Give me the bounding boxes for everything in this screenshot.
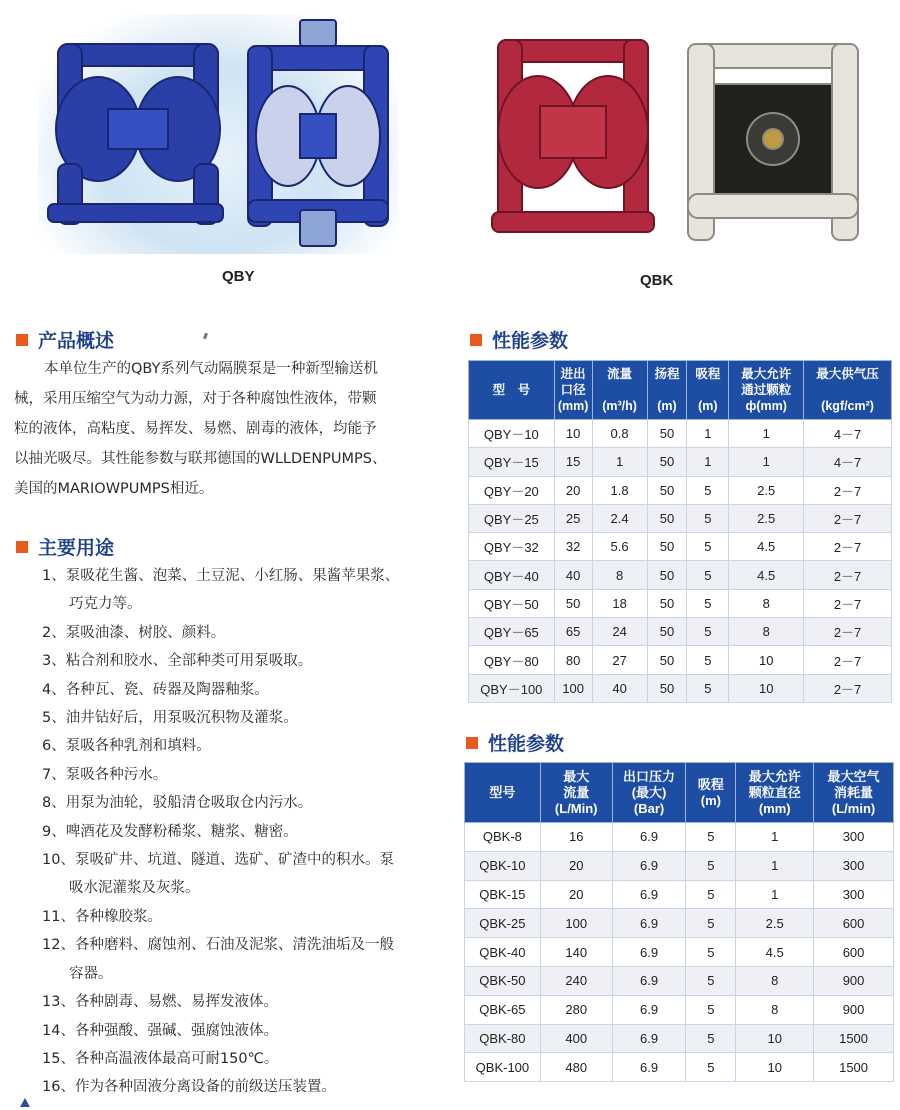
qbk-specs-heading-text: 性能参数: [488, 733, 565, 755]
value-cell: 50: [647, 674, 687, 702]
value-cell: 5: [686, 851, 736, 880]
value-cell: 5: [687, 533, 729, 561]
table-row: [465, 1053, 894, 1082]
value-cell: 600: [814, 938, 894, 967]
value-cell: 2－7: [804, 476, 892, 504]
table-row: [469, 561, 892, 589]
value-cell: 1: [687, 448, 729, 476]
value-cell: 100: [554, 674, 592, 702]
value-cell: 65: [554, 618, 592, 646]
qby-specs-heading-text: 性能参数: [492, 330, 569, 352]
overview-line: 械，采用压缩空气为动力源，对于各种腐蚀性液体，带颗: [14, 391, 377, 407]
model-cell: QBK-65: [465, 995, 541, 1024]
value-cell: 50: [647, 448, 687, 476]
model-cell: QBK-80: [465, 1024, 541, 1053]
value-cell: 6.9: [612, 851, 686, 880]
value-cell: 300: [814, 851, 894, 880]
value-cell: 40: [554, 561, 592, 589]
value-cell: 50: [647, 533, 687, 561]
value-cell: 6.9: [612, 880, 686, 909]
table-row: [465, 909, 894, 938]
value-cell: 6.9: [612, 1053, 686, 1082]
value-cell: 1: [592, 448, 647, 476]
value-cell: 300: [814, 880, 894, 909]
value-cell: 4－7: [804, 448, 892, 476]
qbk-pump-illustration: [478, 14, 878, 254]
list-item: 4、各种瓦、瓷、砖器及陶器釉浆。: [42, 681, 269, 698]
value-cell: 16: [540, 823, 612, 852]
model-cell: QBK-50: [465, 966, 541, 995]
value-cell: 27: [592, 646, 647, 674]
value-cell: 1: [736, 851, 814, 880]
value-cell: 5: [687, 504, 729, 532]
value-cell: 2－7: [804, 646, 892, 674]
value-cell: 32: [554, 533, 592, 561]
value-cell: 20: [540, 880, 612, 909]
list-item: 16、作为各种固液分离设备的前级送压装置。: [42, 1079, 336, 1096]
table-row: [465, 880, 894, 909]
value-cell: 6.9: [612, 966, 686, 995]
col-header: 最大允许 通过颗粒 ф(mm): [729, 361, 804, 420]
value-cell: 6.9: [612, 995, 686, 1024]
model-cell: QBK-15: [465, 880, 541, 909]
value-cell: 8: [736, 966, 814, 995]
table-row: [469, 646, 892, 674]
value-cell: 2－7: [804, 561, 892, 589]
value-cell: 5: [686, 995, 736, 1024]
value-cell: 2－7: [804, 618, 892, 646]
value-cell: 2－7: [804, 674, 892, 702]
value-cell: 5: [686, 1024, 736, 1053]
col-header: 吸程 (m): [687, 361, 729, 420]
model-cell: QBY－10: [469, 420, 555, 448]
list-item: 吸水泥灌浆及灰浆。: [69, 880, 200, 897]
value-cell: 5: [687, 674, 729, 702]
value-cell: 1: [736, 823, 814, 852]
table-row: [469, 589, 892, 617]
value-cell: 8: [736, 995, 814, 1024]
value-cell: 900: [814, 995, 894, 1024]
qby-pump-photo: [38, 14, 398, 254]
model-cell: QBY－25: [469, 504, 555, 532]
table-row: [469, 618, 892, 646]
value-cell: 2.4: [592, 504, 647, 532]
qbk-pump-photo: [478, 14, 878, 254]
value-cell: 8: [729, 618, 804, 646]
product-photos: [0, 0, 900, 300]
value-cell: 5: [686, 966, 736, 995]
value-cell: 5: [687, 561, 729, 589]
list-item: 6、泵吸各种乳剂和填料。: [42, 738, 211, 755]
value-cell: 10: [736, 1053, 814, 1082]
col-header: 型 号: [469, 361, 555, 420]
overview-line: 以抽光吸尽。其性能参数与联邦德国的WLLDENPUMPS、: [14, 451, 387, 467]
value-cell: 6.9: [612, 909, 686, 938]
value-cell: 4.5: [736, 938, 814, 967]
qbk-table-body: [465, 823, 894, 1082]
value-cell: 4.5: [729, 533, 804, 561]
model-cell: QBY－50: [469, 589, 555, 617]
list-item: 3、粘合剂和胶水、全部种类可用泵吸取。: [42, 653, 313, 670]
square-bullet-icon: [466, 737, 478, 749]
value-cell: 40: [592, 674, 647, 702]
uses-list: [42, 562, 452, 1102]
value-cell: 280: [540, 995, 612, 1024]
qby-table-body: [469, 420, 892, 703]
value-cell: 5: [687, 646, 729, 674]
value-cell: 100: [540, 909, 612, 938]
value-cell: 240: [540, 966, 612, 995]
col-header: 型号: [465, 763, 541, 823]
list-item: 2、泵吸油漆、树胶、颜料。: [42, 624, 226, 641]
value-cell: 5: [687, 618, 729, 646]
list-item: 7、泵吸各种污水。: [42, 766, 168, 783]
value-cell: 4.5: [729, 561, 804, 589]
value-cell: 5.6: [592, 533, 647, 561]
list-item: 容器。: [69, 965, 113, 982]
col-header: 最大允许 颗粒直径 (mm): [736, 763, 814, 823]
value-cell: 10: [729, 674, 804, 702]
col-header: 扬程 (m): [647, 361, 687, 420]
value-cell: 10: [736, 1024, 814, 1053]
value-cell: 8: [592, 561, 647, 589]
table-row: [465, 938, 894, 967]
overview-heading: [16, 326, 114, 353]
list-item: 14、各种强酸、强碱、强腐蚀液体。: [42, 1022, 278, 1039]
col-header: 吸程 (m): [686, 763, 736, 823]
col-header: 流量 (m³/h): [592, 361, 647, 420]
value-cell: 300: [814, 823, 894, 852]
list-item: 9、啤酒花及发酵粉稀浆、糖浆、糖密。: [42, 823, 298, 840]
table-row: [469, 448, 892, 476]
table-row: [469, 674, 892, 702]
uses-heading: [16, 533, 114, 560]
value-cell: 10: [554, 420, 592, 448]
table-header-row: [469, 361, 892, 420]
stray-mark: [203, 333, 208, 340]
overview-text: [14, 354, 450, 504]
value-cell: 50: [647, 589, 687, 617]
qby-specs-table: [468, 360, 892, 703]
list-item: 15、各种高温液体最高可耐150℃。: [42, 1050, 279, 1067]
value-cell: 2－7: [804, 589, 892, 617]
col-header: 最大 流量 (L/Min): [540, 763, 612, 823]
value-cell: 1.8: [592, 476, 647, 504]
value-cell: 600: [814, 909, 894, 938]
value-cell: 8: [729, 589, 804, 617]
col-header: 最大空气 消耗量 (L/min): [814, 763, 894, 823]
table-row: [465, 995, 894, 1024]
table-row: [469, 420, 892, 448]
list-item: 12、各种磨料、腐蚀剂、石油及泥浆、清洗油垢及一般: [42, 937, 394, 954]
value-cell: 4－7: [804, 420, 892, 448]
value-cell: 50: [647, 504, 687, 532]
value-cell: 1: [687, 420, 729, 448]
square-bullet-icon: [16, 334, 28, 346]
value-cell: 50: [647, 561, 687, 589]
value-cell: 20: [540, 851, 612, 880]
value-cell: 50: [647, 420, 687, 448]
table-row: [469, 533, 892, 561]
model-cell: QBK-10: [465, 851, 541, 880]
model-cell: QBY－65: [469, 618, 555, 646]
value-cell: 1: [729, 420, 804, 448]
triangle-marker-icon: [20, 1098, 30, 1107]
table-row: [465, 823, 894, 852]
value-cell: 24: [592, 618, 647, 646]
list-item: 11、各种橡胶浆。: [42, 908, 162, 925]
value-cell: 2.5: [729, 476, 804, 504]
value-cell: 50: [647, 476, 687, 504]
qby-caption: QBY: [222, 268, 255, 285]
value-cell: 2.5: [729, 504, 804, 532]
value-cell: 20: [554, 476, 592, 504]
model-cell: QBY－80: [469, 646, 555, 674]
value-cell: 900: [814, 966, 894, 995]
overview-line: 粒的液体，高粘度、易挥发、易燃、剧毒的液体，均能予: [14, 421, 377, 437]
value-cell: 25: [554, 504, 592, 532]
square-bullet-icon: [470, 334, 482, 346]
overview-line: 美国的MARIOWPUMPS相近。: [14, 481, 214, 497]
table-row: [465, 1024, 894, 1053]
value-cell: 5: [686, 1053, 736, 1082]
value-cell: 5: [687, 589, 729, 617]
value-cell: 2－7: [804, 504, 892, 532]
overview-line: 本单位生产的QBY系列气动隔膜泵是一种新型输送机: [44, 361, 378, 377]
value-cell: 140: [540, 938, 612, 967]
table-row: [469, 504, 892, 532]
qby-specs-heading: [470, 326, 568, 353]
overview-heading-text: 产品概述: [38, 330, 115, 352]
table-row: [469, 476, 892, 504]
value-cell: 5: [686, 823, 736, 852]
model-cell: QBY－15: [469, 448, 555, 476]
value-cell: 480: [540, 1053, 612, 1082]
table-row: [465, 851, 894, 880]
value-cell: 2.5: [736, 909, 814, 938]
qbk-specs-table: [464, 762, 894, 1082]
value-cell: 6.9: [612, 1024, 686, 1053]
model-cell: QBK-25: [465, 909, 541, 938]
model-cell: QBY－20: [469, 476, 555, 504]
uses-heading-text: 主要用途: [38, 537, 115, 559]
value-cell: 1: [729, 448, 804, 476]
model-cell: QBK-40: [465, 938, 541, 967]
col-header: 最大供气压 (kgf/cm²): [804, 361, 892, 420]
value-cell: 5: [686, 880, 736, 909]
value-cell: 50: [647, 646, 687, 674]
value-cell: 1500: [814, 1024, 894, 1053]
model-cell: QBK-100: [465, 1053, 541, 1082]
table-header-row: [465, 763, 894, 823]
col-header: 出口压力 (最大) (Bar): [612, 763, 686, 823]
list-item: 13、各种剧毒、易燃、易挥发液体。: [42, 994, 278, 1011]
model-cell: QBK-8: [465, 823, 541, 852]
model-cell: QBY－32: [469, 533, 555, 561]
qby-pump-illustration: [38, 14, 398, 254]
list-item: 10、泵吸矿井、坑道、隧道、选矿、矿渣中的积水。泵: [42, 852, 394, 869]
model-cell: QBY－40: [469, 561, 555, 589]
col-header: 进出 口径 (mm): [554, 361, 592, 420]
value-cell: 5: [687, 476, 729, 504]
value-cell: 1: [736, 880, 814, 909]
value-cell: 5: [686, 938, 736, 967]
value-cell: 50: [647, 618, 687, 646]
list-item: 5、油井钻好后，用泵吸沉积物及灌浆。: [42, 710, 298, 727]
value-cell: 5: [686, 909, 736, 938]
value-cell: 0.8: [592, 420, 647, 448]
value-cell: 6.9: [612, 823, 686, 852]
value-cell: 80: [554, 646, 592, 674]
square-bullet-icon: [16, 541, 28, 553]
value-cell: 2－7: [804, 533, 892, 561]
qbk-specs-heading: [466, 729, 564, 756]
list-item: 巧克力等。: [69, 596, 142, 613]
value-cell: 10: [729, 646, 804, 674]
value-cell: 6.9: [612, 938, 686, 967]
qbk-caption: QBK: [640, 272, 674, 289]
value-cell: 18: [592, 589, 647, 617]
value-cell: 400: [540, 1024, 612, 1053]
value-cell: 50: [554, 589, 592, 617]
value-cell: 15: [554, 448, 592, 476]
table-row: [465, 966, 894, 995]
model-cell: QBY－100: [469, 674, 555, 702]
list-item: 1、泵吸花生酱、泡菜、土豆泥、小红肠、果酱苹果浆、: [42, 568, 400, 584]
list-item: 8、用泵为油轮，驳船清仓吸取仓内污水。: [42, 795, 313, 812]
value-cell: 1500: [814, 1053, 894, 1082]
